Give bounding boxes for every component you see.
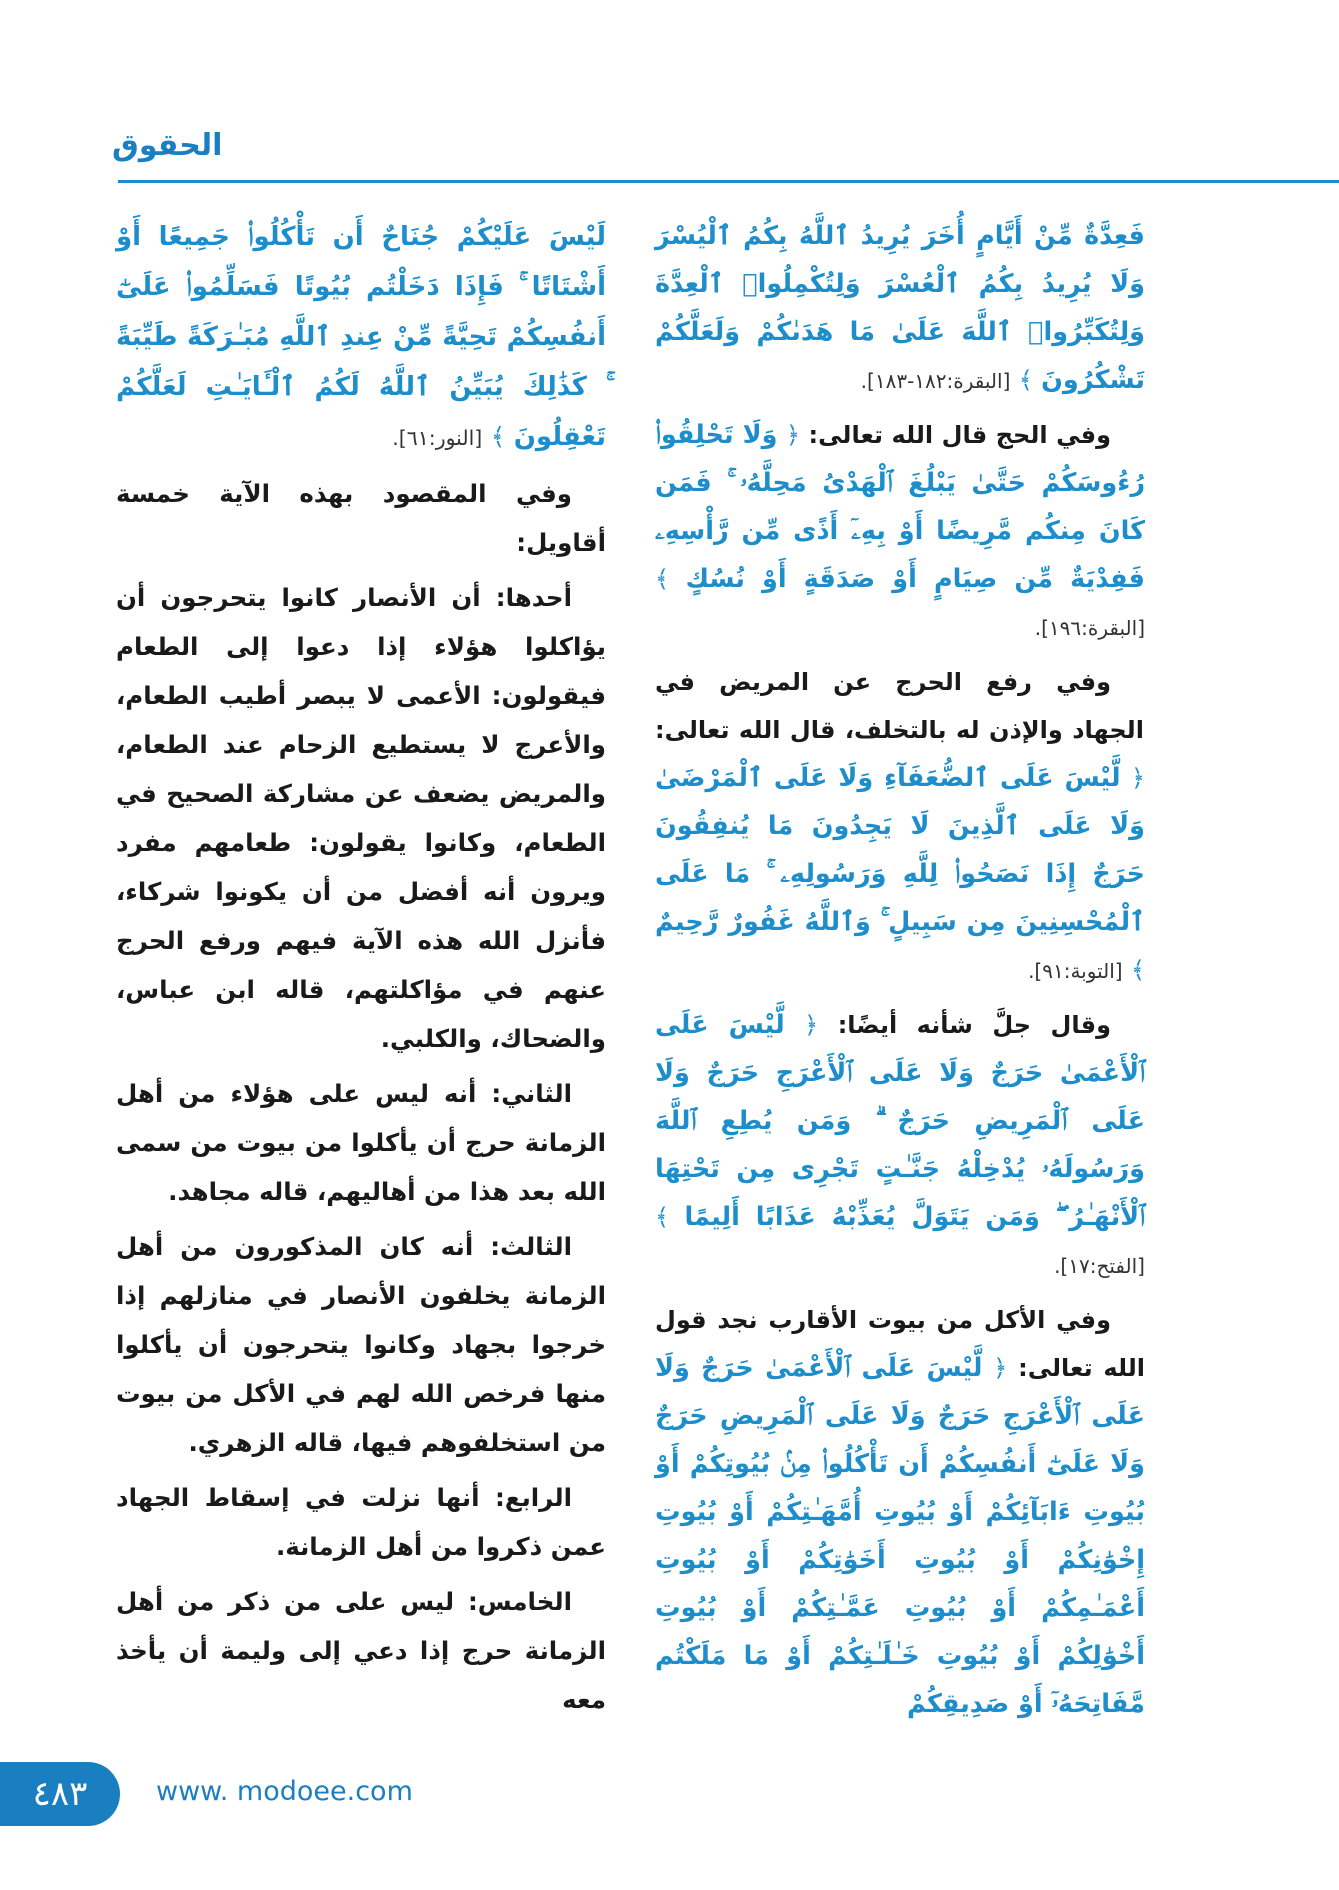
paragraph [655, 1296, 1145, 1728]
verse-reference: [البقرة:١٩٦]. [1034, 616, 1145, 640]
body-text: وفي الحج قال الله تعالى: [800, 421, 1112, 449]
body-text: أنه كان المذكورون من أهل الزمانة يخلفون الأنصار في منازلهم إذا خرجوا بجهاد وكانوا يتحرجون أن يأكلوا منها فرخص الله لهم في الأكل من بيوت من استخلفوهم فيها، قاله الزهري. [116, 1232, 606, 1457]
running-header-title: الحقوق [112, 128, 223, 163]
body-text: وقال جلَّ شأنه أيضًا: [818, 1011, 1111, 1039]
verse-bracket: ﴾ [1130, 956, 1145, 984]
section-term: الثاني: [491, 1079, 573, 1108]
paragraph [116, 1577, 606, 1724]
paragraph [655, 411, 1145, 652]
verse-bracket: ﴾ [1018, 366, 1033, 394]
verse-bracket: ﴿ [804, 1011, 819, 1039]
verse-reference: [النور:٦١]. [392, 426, 483, 450]
verse-bracket: ﴿ [993, 1354, 1008, 1382]
page-number-badge: ٤٨٣ [0, 1762, 120, 1826]
paragraph [116, 469, 606, 567]
website-url: www. modoee.com [156, 1776, 413, 1807]
body-text: أنها نزلت في إسقاط الجهاد عمن ذكروا من أهل الزمانة. [116, 1483, 606, 1561]
header-divider [118, 180, 1339, 183]
paragraph [116, 1069, 606, 1216]
quran-verse: فَعِدَّةٌ مِّنْ أَيَّامٍ أُخَرَ يُرِيدُ ٱللَّهُ بِكُمُ ٱلْيُسْرَ وَلَا يُرِيدُ بِكُمُ ٱلْعُسْرَ وَلِتُكْمِلُوا۟ ٱلْعِدَّةَ وَلِتُكَبِّرُوا۟ ٱللَّهَ عَلَىٰ مَا هَدَىٰكُمْ وَلَعَلَّكُمْ تَشْكُرُونَ [655, 221, 1145, 395]
body-text: وفي المقصود بهذه الآية خمسة أقاويل: [116, 479, 606, 557]
quran-verse: لَيْسَ عَلَيْكُمْ جُنَاحٌ أَن تَأْكُلُوا۟ جَمِيعًا أَوْ أَشْتَاتًا ۚ فَإِذَا دَخَلْتُم بُيُوتًا فَسَلِّمُوا۟ عَلَىٰٓ أَنفُسِكُمْ تَحِيَّةً مِّنْ عِندِ ٱللَّهِ مُبَـٰرَكَةً طَيِّبَةً ۚ كَذَٰلِكَ يُبَيِّنُ ٱللَّهُ لَكُمُ ٱلْـَٔايَـٰتِ لَعَلَّكُمْ تَعْقِلُونَ [116, 222, 606, 452]
paragraph [655, 212, 1145, 405]
body-text: أنه ليس على هؤلاء من أهل الزمانة حرج أن يأكلوا من بيوت من سمى الله بعد هذا من أهاليهم، قاله مجاهد. [116, 1079, 606, 1206]
paragraph [116, 212, 606, 463]
section-term: أحدها: [495, 583, 572, 612]
verse-bracket: ﴾ [655, 565, 670, 593]
quran-verse: لَّيْسَ عَلَى ٱلضُّعَفَآءِ وَلَا عَلَى ٱلْمَرْضَىٰ وَلَا عَلَى ٱلَّذِينَ لَا يَجِدُونَ مَا يُنفِقُونَ حَرَجٌ إِذَا نَصَحُوا۟ لِلَّهِ وَرَسُولِهِۦ ۚ مَا عَلَى ٱلْمُحْسِنِينَ مِن سَبِيلٍ ۚ وَٱللَّهُ غَفُورٌ رَّحِيمٌ [655, 763, 1145, 937]
text-column-right [655, 212, 1145, 1734]
paragraph [655, 1001, 1145, 1290]
text-column-left [116, 212, 606, 1730]
section-term: الخامس: [467, 1587, 572, 1616]
verse-reference: [الفتح:١٧]. [1054, 1254, 1145, 1278]
paragraph [116, 1473, 606, 1571]
body-text: أن الأنصار كانوا يتحرجون أن يؤاكلوا هؤلاء إذا دعوا إلى الطعام فيقولون: الأعمى لا يبصر أطيب الطعام، والأعرج لا يستطيع الزحام عند الطعام، والمريض يضعف عن مشاركة الصحيح في الطعام، وكانوا يقولون: طعامهم مفرد ويرون أنه أفضل من أن يكونوا شركاء، فأنزل الله هذه الآية فيهم ورفع الحرج عنهم في مؤاكلتهم، قاله ابن عباس، والضحاك، والكلبي. [116, 583, 606, 1053]
paragraph [116, 573, 606, 1063]
body-text: وفي الأكل من بيوت الأقارب نجد قول الله تعالى: [655, 1306, 1145, 1382]
paragraph [116, 1222, 606, 1467]
verse-reference: [التوبة:٩١]. [1028, 959, 1123, 983]
verse-reference: [البقرة:١٨٢-١٨٣]. [860, 369, 1011, 393]
verse-bracket: ﴾ [490, 422, 506, 451]
paragraph [655, 658, 1145, 995]
body-text: وفي رفع الحرج عن المريض في الجهاد والإذن له بالتخلف، قال الله تعالى: [655, 668, 1144, 744]
section-term: الرابع: [495, 1483, 573, 1512]
quran-verse: لَّيْسَ عَلَى ٱلْأَعْمَىٰ حَرَجٌ وَلَا عَلَى ٱلْأَعْرَجِ حَرَجٌ وَلَا عَلَى ٱلْمَرِيضِ حَرَجٌ وَلَا عَلَىٰٓ أَنفُسِكُمْ أَن تَأْكُلُوا۟ مِنۢ بُيُوتِكُمْ أَوْ بُيُوتِ ءَابَآئِكُمْ أَوْ بُيُوتِ أُمَّهَـٰتِكُمْ أَوْ بُيُوتِ إِخْوَٰنِكُمْ أَوْ بُيُوتِ أَخَوَٰتِكُمْ أَوْ بُيُوتِ أَعْمَـٰمِكُمْ أَوْ بُيُوتِ عَمَّـٰتِكُمْ أَوْ بُيُوتِ أَخْوَٰلِكُمْ أَوْ بُيُوتِ خَـٰلَـٰتِكُمْ أَوْ مَا مَلَكْتُم مَّفَاتِحَهُۥٓ أَوْ صَدِيقِكُمْ [655, 1353, 1145, 1719]
section-term: الثالث: [490, 1232, 573, 1261]
quran-verse: لَّيْسَ عَلَى ٱلْأَعْمَىٰ حَرَجٌ وَلَا عَلَى ٱلْأَعْرَجِ حَرَجٌ وَلَا عَلَى ٱلْمَرِيضِ حَرَجٌ ۗ وَمَن يُطِعِ ٱللَّهَ وَرَسُولَهُۥ يُدْخِلْهُ جَنَّـٰتٍ تَجْرِى مِن تَحْتِهَا ٱلْأَنْهَـٰرُ ۖ وَمَن يَتَوَلَّ يُعَذِّبْهُ عَذَابًا أَلِيمًا [655, 1010, 1146, 1232]
verse-bracket: ﴿ [785, 421, 801, 449]
body-text: ليس على من ذكر من أهل الزمانة حرج إذا دعي إلى وليمة أن يأخذ معه [116, 1587, 606, 1714]
verse-bracket: ﴿ [1130, 764, 1145, 792]
verse-bracket: ﴾ [655, 1203, 670, 1231]
quran-verse: وَلَا تَحْلِقُوا۟ رُءُوسَكُمْ حَتَّىٰ يَبْلُغَ ٱلْهَدْىُ مَحِلَّهُۥ ۚ فَمَن كَانَ مِنكُم مَّرِيضًا أَوْ بِهِۦٓ أَذًى مِّن رَّأْسِهِۦ فَفِدْيَةٌ مِّن صِيَامٍ أَوْ صَدَقَةٍ أَوْ نُسُكٍ [655, 420, 1146, 594]
